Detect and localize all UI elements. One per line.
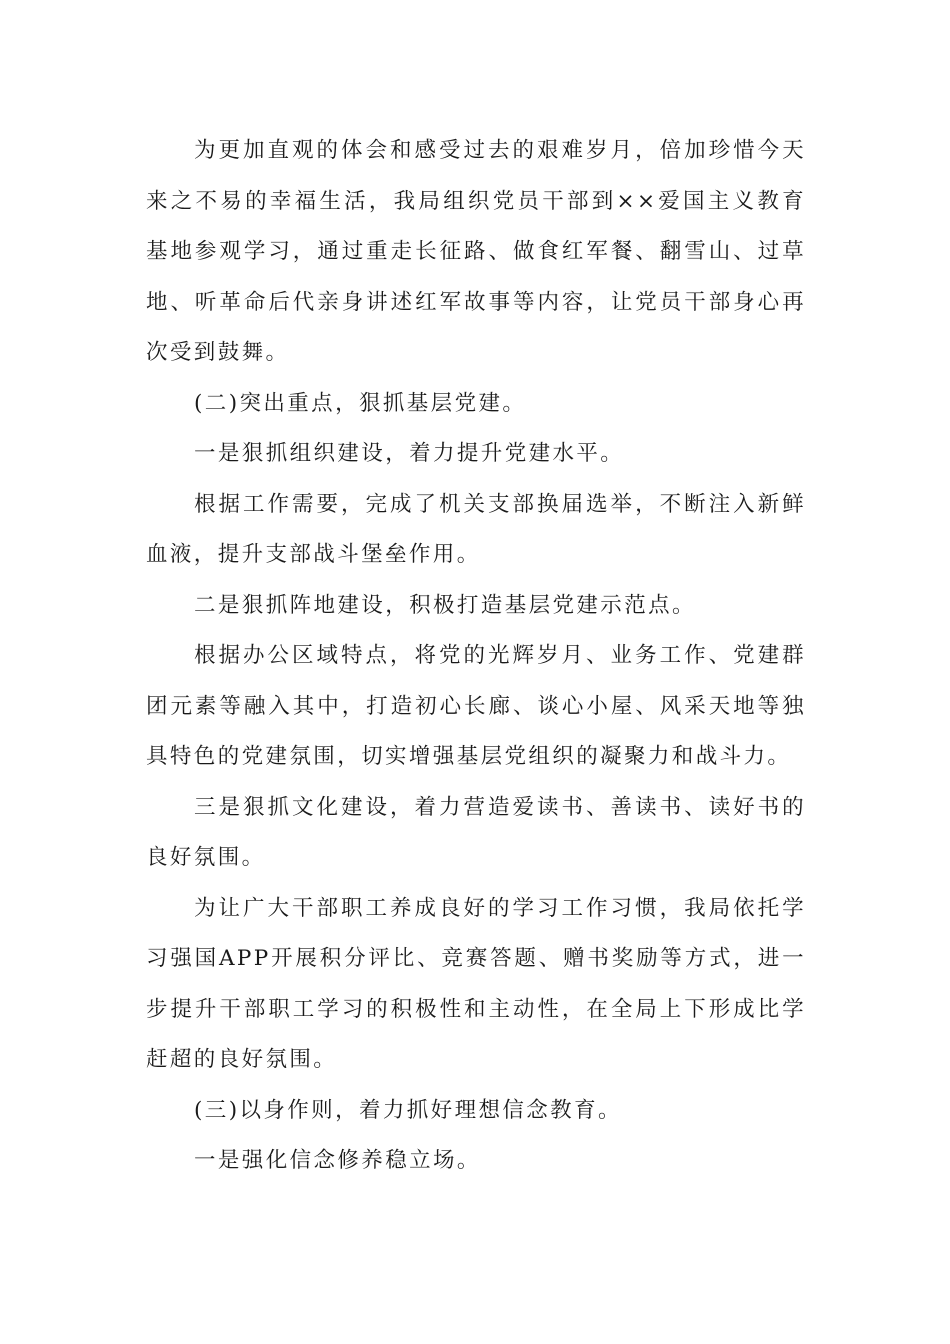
paragraph-office-area: 根据办公区域特点，将党的光辉岁月、业务工作、党建群团元素等融入其中，打造初心长廊、谈心小屋、风采天地等独具特色的党建氛围，切实增强基层党组织的凝聚力和战斗力。 (146, 643, 806, 769)
section-heading-party-building: (二)突出重点，狠抓基层党建。 (194, 390, 527, 416)
subheading-culture: 三是狠抓文化建设，着力营造爱读书、善读书、读好书的良好氛围。 (146, 794, 806, 870)
subheading-position: 二是狠抓阵地建设，积极打造基层党建示范点。 (194, 592, 696, 618)
paragraph-study-habits: 为让广大干部职工养成良好的学习工作习惯，我局依托学习强国APP开展积分评比、竞赛答题、赠书奖励等方式，进一步提升干部职工学习的积极性和主动性，在全局上下形成比学赶超的良好氛围。 (146, 895, 806, 1072)
subheading-belief: 一是强化信念修养稳立场。 (194, 1148, 481, 1173)
subheading-organization: 一是狠抓组织建设，着力提升党建水平。 (194, 441, 625, 466)
document-body (146, 126, 806, 1187)
paragraph-visit-study: 为更加直观的体会和感受过去的艰难岁月，倍加珍惜今天来之不易的幸福生活，我局组织党员干部到××爱国主义教育基地参观学习，通过重走长征路、做食红军餐、翻雪山、过草地、听革命后代亲身讲述红军故事等内容，让党员干部身心再次受到鼓舞。 (146, 138, 806, 365)
section-heading-ideals: (三)以身作则，着力抓好理想信念教育。 (194, 1097, 622, 1123)
paragraph-branch-election: 根据工作需要，完成了机关支部换届选举，不断注入新鲜血液，提升支部战斗堡垒作用。 (146, 491, 806, 567)
